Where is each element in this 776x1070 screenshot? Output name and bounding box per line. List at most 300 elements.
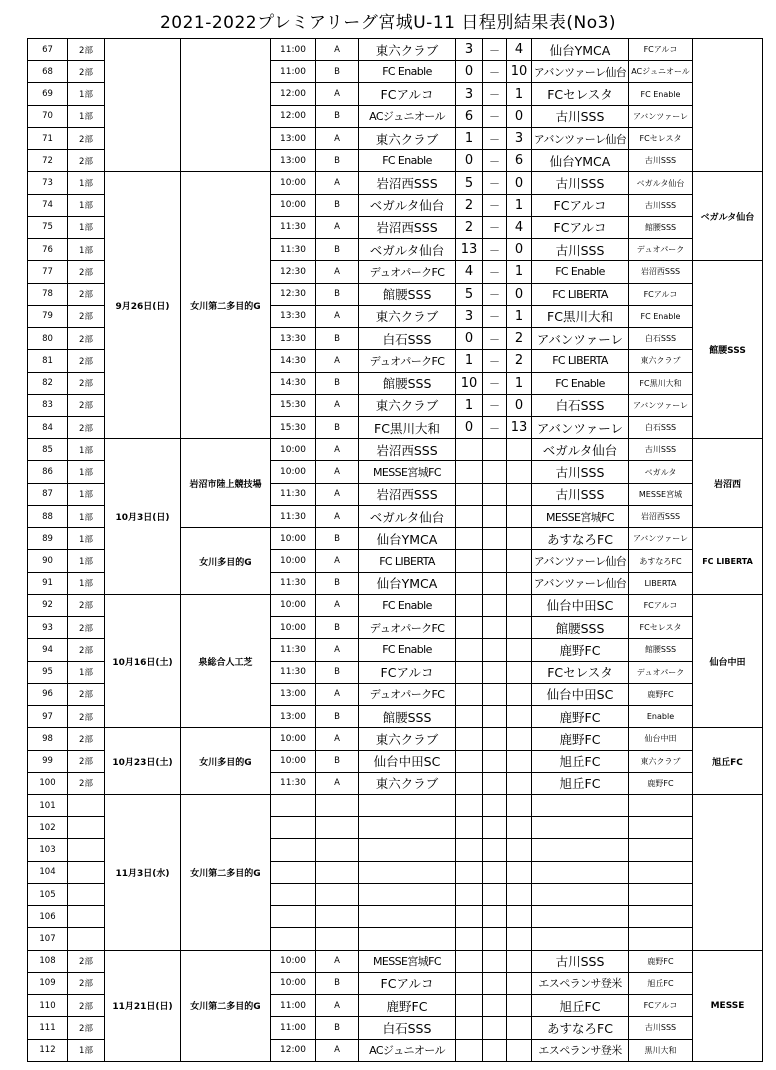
match-number: 109 (28, 972, 68, 994)
kickoff-time: 12:30 (271, 261, 316, 283)
away-score (507, 1039, 532, 1061)
away-team (532, 906, 629, 928)
match-number: 99 (28, 750, 68, 772)
home-team: ベガルタ仙台 (359, 194, 456, 216)
home-team: 仙台YMCA (359, 528, 456, 550)
score-dash (483, 639, 507, 661)
home-team: ACジュニオール (359, 105, 456, 127)
away-score: 3 (507, 127, 532, 149)
division: 2部 (68, 372, 105, 394)
kickoff-time: 10:00 (271, 950, 316, 972)
group: A (316, 261, 359, 283)
referee-team (629, 928, 693, 950)
division: 1部 (68, 461, 105, 483)
home-score (456, 572, 483, 594)
group (316, 906, 359, 928)
away-score (507, 861, 532, 883)
score-dash (483, 439, 507, 461)
kickoff-time: 11:30 (271, 572, 316, 594)
division: 2部 (68, 350, 105, 372)
away-score: 0 (507, 394, 532, 416)
referee-team: 黒川大和 (629, 1039, 693, 1061)
match-number: 92 (28, 594, 68, 616)
home-team: デュオパークFC (359, 350, 456, 372)
score-dash: － (483, 150, 507, 172)
away-score (507, 950, 532, 972)
home-score (456, 661, 483, 683)
venue: 女川第二多目的G (181, 794, 271, 950)
home-score (456, 461, 483, 483)
division: 2部 (68, 972, 105, 994)
home-score (456, 950, 483, 972)
division: 2部 (68, 750, 105, 772)
away-score (507, 617, 532, 639)
away-score: 4 (507, 39, 532, 61)
referee-team (629, 794, 693, 816)
group: B (316, 194, 359, 216)
home-score (456, 794, 483, 816)
away-team (532, 928, 629, 950)
home-score (456, 906, 483, 928)
kickoff-time: 10:00 (271, 550, 316, 572)
away-team (532, 883, 629, 905)
home-score (456, 839, 483, 861)
referee-team: 古川SSS (629, 439, 693, 461)
referee-team: 岩沼西SSS (629, 261, 693, 283)
away-score (507, 750, 532, 772)
division: 1部 (68, 505, 105, 527)
kickoff-time: 13:00 (271, 127, 316, 149)
division: 2部 (68, 328, 105, 350)
away-score (507, 995, 532, 1017)
kickoff-time: 12:00 (271, 1039, 316, 1061)
venue: 女川多目的G (181, 528, 271, 595)
venue: 女川第二多目的G (181, 950, 271, 1061)
group: A (316, 772, 359, 794)
division: 1部 (68, 83, 105, 105)
division: 2部 (68, 995, 105, 1017)
kickoff-time: 11:30 (271, 216, 316, 238)
division: 2部 (68, 39, 105, 61)
table-row (28, 728, 763, 750)
kickoff-time: 14:30 (271, 350, 316, 372)
host-team: 館腰SSS (693, 261, 763, 439)
score-dash: － (483, 283, 507, 305)
kickoff-time: 10:00 (271, 594, 316, 616)
match-number: 78 (28, 283, 68, 305)
away-team (532, 817, 629, 839)
group: B (316, 105, 359, 127)
referee-team: 白石SSS (629, 416, 693, 438)
match-number: 69 (28, 83, 68, 105)
match-number: 79 (28, 305, 68, 327)
referee-team: 岩沼西SSS (629, 505, 693, 527)
score-dash (483, 706, 507, 728)
score-dash: － (483, 239, 507, 261)
host-team: MESSE (693, 950, 763, 1061)
away-score (507, 683, 532, 705)
division: 2部 (68, 728, 105, 750)
home-score (456, 528, 483, 550)
score-dash: － (483, 39, 507, 61)
page-title: 2021-2022プレミアリーグ宮城U-11 日程別結果表(No3) (159, 13, 617, 33)
score-dash: － (483, 305, 507, 327)
referee-team: MESSE宮城 (629, 483, 693, 505)
referee-team: 鹿野FC (629, 950, 693, 972)
home-team: 白石SSS (359, 328, 456, 350)
away-score (507, 839, 532, 861)
match-number: 85 (28, 439, 68, 461)
division: 2部 (68, 305, 105, 327)
away-team: MESSE宮城FC (532, 505, 629, 527)
score-dash: － (483, 127, 507, 149)
away-score (507, 794, 532, 816)
home-team (359, 883, 456, 905)
away-score: 10 (507, 61, 532, 83)
away-team: アバンツァーレ仙台 (532, 61, 629, 83)
away-score (507, 461, 532, 483)
referee-team: 古川SSS (629, 194, 693, 216)
match-date: 11月3日(水) (105, 794, 181, 950)
kickoff-time (271, 817, 316, 839)
home-team: FC黒川大和 (359, 416, 456, 438)
home-score: 1 (456, 127, 483, 149)
group: A (316, 483, 359, 505)
match-date: 11月21日(日) (105, 950, 181, 1061)
score-dash (483, 594, 507, 616)
score-dash (483, 950, 507, 972)
home-team: ベガルタ仙台 (359, 239, 456, 261)
group: A (316, 995, 359, 1017)
kickoff-time (271, 794, 316, 816)
kickoff-time: 10:00 (271, 528, 316, 550)
home-score: 1 (456, 350, 483, 372)
group: A (316, 728, 359, 750)
home-score (456, 972, 483, 994)
venue: 女川第二多目的G (181, 172, 271, 439)
score-dash (483, 505, 507, 527)
match-number: 90 (28, 550, 68, 572)
division: 2部 (68, 772, 105, 794)
home-team (359, 928, 456, 950)
kickoff-time: 11:30 (271, 772, 316, 794)
score-dash (483, 1017, 507, 1039)
away-team: 鹿野FC (532, 706, 629, 728)
host-team: 旭丘FC (693, 728, 763, 795)
home-team: 東六クラブ (359, 772, 456, 794)
kickoff-time: 11:00 (271, 61, 316, 83)
kickoff-time: 13:00 (271, 706, 316, 728)
match-number: 95 (28, 661, 68, 683)
match-date: 10月3日(日) (105, 439, 181, 595)
division (68, 817, 105, 839)
division: 1部 (68, 572, 105, 594)
score-dash (483, 817, 507, 839)
referee-team: 東六クラブ (629, 350, 693, 372)
group: A (316, 439, 359, 461)
division: 2部 (68, 706, 105, 728)
group: B (316, 617, 359, 639)
kickoff-time: 13:00 (271, 150, 316, 172)
home-team: 仙台中田SC (359, 750, 456, 772)
group: A (316, 39, 359, 61)
score-dash: － (483, 394, 507, 416)
kickoff-time: 11:30 (271, 639, 316, 661)
referee-team: 館腰SSS (629, 216, 693, 238)
away-score: 1 (507, 194, 532, 216)
host-team: 仙台中田 (693, 594, 763, 727)
away-team: FC LIBERTA (532, 283, 629, 305)
home-team: MESSE宮城FC (359, 461, 456, 483)
kickoff-time: 13:30 (271, 328, 316, 350)
away-team: FCアルコ (532, 216, 629, 238)
home-score: 5 (456, 172, 483, 194)
referee-team (629, 817, 693, 839)
away-team: 館腰SSS (532, 617, 629, 639)
away-team: あすなろFC (532, 1017, 629, 1039)
match-number: 84 (28, 416, 68, 438)
match-number: 86 (28, 461, 68, 483)
kickoff-time: 11:00 (271, 1017, 316, 1039)
match-number: 111 (28, 1017, 68, 1039)
kickoff-time: 12:00 (271, 105, 316, 127)
score-dash: － (483, 328, 507, 350)
home-team: 東六クラブ (359, 127, 456, 149)
group: A (316, 505, 359, 527)
away-score (507, 505, 532, 527)
away-team: 古川SSS (532, 105, 629, 127)
score-dash (483, 661, 507, 683)
kickoff-time: 10:00 (271, 728, 316, 750)
group: A (316, 216, 359, 238)
referee-team: デュオパーク (629, 661, 693, 683)
division: 1部 (68, 239, 105, 261)
home-score (456, 861, 483, 883)
referee-team: 鹿野FC (629, 772, 693, 794)
score-dash (483, 1039, 507, 1061)
score-dash (483, 683, 507, 705)
away-score: 2 (507, 350, 532, 372)
score-dash: － (483, 372, 507, 394)
away-team: エスペランサ登米 (532, 972, 629, 994)
home-team: ACジュニオール (359, 1039, 456, 1061)
division: 2部 (68, 261, 105, 283)
away-team: 古川SSS (532, 172, 629, 194)
away-score (507, 817, 532, 839)
away-score (507, 706, 532, 728)
away-team: アバンツァーレ仙台 (532, 127, 629, 149)
away-team: ベガルタ仙台 (532, 439, 629, 461)
group (316, 794, 359, 816)
score-dash (483, 483, 507, 505)
home-score (456, 772, 483, 794)
division: 2部 (68, 150, 105, 172)
group: B (316, 239, 359, 261)
group: B (316, 372, 359, 394)
home-score (456, 439, 483, 461)
home-team: FCアルコ (359, 661, 456, 683)
score-dash: － (483, 172, 507, 194)
home-score: 3 (456, 83, 483, 105)
score-dash (483, 839, 507, 861)
kickoff-time: 13:30 (271, 305, 316, 327)
home-score: 1 (456, 394, 483, 416)
match-number: 80 (28, 328, 68, 350)
referee-team: ベガルタ (629, 461, 693, 483)
match-number: 97 (28, 706, 68, 728)
division: 2部 (68, 1017, 105, 1039)
away-score (507, 661, 532, 683)
referee-team: FC Enable (629, 83, 693, 105)
group: A (316, 683, 359, 705)
referee-team: FCアルコ (629, 995, 693, 1017)
away-team: 旭丘FC (532, 995, 629, 1017)
referee-team: FC黒川大和 (629, 372, 693, 394)
kickoff-time: 11:30 (271, 661, 316, 683)
kickoff-time: 10:00 (271, 194, 316, 216)
away-score: 1 (507, 305, 532, 327)
kickoff-time: 14:30 (271, 372, 316, 394)
home-score: 0 (456, 416, 483, 438)
score-dash: － (483, 61, 507, 83)
away-team: 古川SSS (532, 239, 629, 261)
referee-team: FCセレスタ (629, 617, 693, 639)
home-team: MESSE宮城FC (359, 950, 456, 972)
home-team: FC Enable (359, 594, 456, 616)
division: 2部 (68, 127, 105, 149)
score-dash (483, 461, 507, 483)
home-score: 3 (456, 305, 483, 327)
division: 1部 (68, 216, 105, 238)
match-number: 108 (28, 950, 68, 972)
group: B (316, 283, 359, 305)
host-team: ベガルタ仙台 (693, 172, 763, 261)
home-score (456, 683, 483, 705)
score-dash (483, 883, 507, 905)
home-team: FCアルコ (359, 83, 456, 105)
group: B (316, 572, 359, 594)
home-score (456, 1039, 483, 1061)
match-number: 89 (28, 528, 68, 550)
home-team: 白石SSS (359, 1017, 456, 1039)
home-score (456, 639, 483, 661)
home-score: 6 (456, 105, 483, 127)
home-team: FC Enable (359, 150, 456, 172)
match-number: 74 (28, 194, 68, 216)
group: A (316, 594, 359, 616)
away-team: FCセレスタ (532, 83, 629, 105)
schedule-table (27, 38, 763, 1062)
score-dash (483, 995, 507, 1017)
match-number: 73 (28, 172, 68, 194)
referee-team: 鹿野FC (629, 683, 693, 705)
group: B (316, 150, 359, 172)
group: B (316, 706, 359, 728)
home-team: デュオパークFC (359, 261, 456, 283)
score-dash (483, 972, 507, 994)
home-team: 館腰SSS (359, 283, 456, 305)
away-team (532, 861, 629, 883)
home-score (456, 728, 483, 750)
home-score: 2 (456, 216, 483, 238)
host-team (693, 794, 763, 950)
kickoff-time: 11:30 (271, 505, 316, 527)
match-number: 107 (28, 928, 68, 950)
match-number: 104 (28, 861, 68, 883)
away-team: アバンツァーレ仙台 (532, 572, 629, 594)
group: A (316, 305, 359, 327)
match-number: 70 (28, 105, 68, 127)
score-dash (483, 906, 507, 928)
away-score: 4 (507, 216, 532, 238)
division: 1部 (68, 550, 105, 572)
away-score (507, 639, 532, 661)
match-number: 103 (28, 839, 68, 861)
home-team: FC Enable (359, 61, 456, 83)
home-score: 0 (456, 61, 483, 83)
group (316, 817, 359, 839)
referee-team: あすなろFC (629, 550, 693, 572)
home-score (456, 505, 483, 527)
referee-team (629, 861, 693, 883)
table-row (28, 950, 763, 972)
venue (181, 39, 271, 172)
division: 2部 (68, 416, 105, 438)
home-team: 鹿野FC (359, 995, 456, 1017)
home-score: 5 (456, 283, 483, 305)
kickoff-time: 15:30 (271, 416, 316, 438)
away-team: 仙台YMCA (532, 150, 629, 172)
group: B (316, 661, 359, 683)
away-score (507, 972, 532, 994)
home-team: 東六クラブ (359, 39, 456, 61)
match-number: 93 (28, 617, 68, 639)
referee-team: 館腰SSS (629, 639, 693, 661)
kickoff-time: 10:00 (271, 750, 316, 772)
home-score: 4 (456, 261, 483, 283)
away-score: 6 (507, 150, 532, 172)
away-team: 鹿野FC (532, 728, 629, 750)
table-row (28, 172, 763, 194)
division (68, 839, 105, 861)
home-team: ベガルタ仙台 (359, 505, 456, 527)
group: A (316, 461, 359, 483)
referee-team: アバンツァーレ (629, 394, 693, 416)
away-score (507, 728, 532, 750)
venue: 岩沼市陸上競技場 (181, 439, 271, 528)
kickoff-time: 15:30 (271, 394, 316, 416)
home-score: 0 (456, 150, 483, 172)
division (68, 794, 105, 816)
away-score: 0 (507, 283, 532, 305)
referee-team: FCアルコ (629, 39, 693, 61)
kickoff-time: 12:30 (271, 283, 316, 305)
match-number: 96 (28, 683, 68, 705)
away-team: FCセレスタ (532, 661, 629, 683)
home-score (456, 550, 483, 572)
away-score (507, 528, 532, 550)
group: B (316, 750, 359, 772)
kickoff-time (271, 861, 316, 883)
score-dash (483, 928, 507, 950)
group: A (316, 950, 359, 972)
away-team: 仙台YMCA (532, 39, 629, 61)
away-team: 旭丘FC (532, 750, 629, 772)
host-team: 岩沼西 (693, 439, 763, 528)
away-team: 仙台中田SC (532, 683, 629, 705)
kickoff-time: 13:00 (271, 683, 316, 705)
away-team: あすなろFC (532, 528, 629, 550)
